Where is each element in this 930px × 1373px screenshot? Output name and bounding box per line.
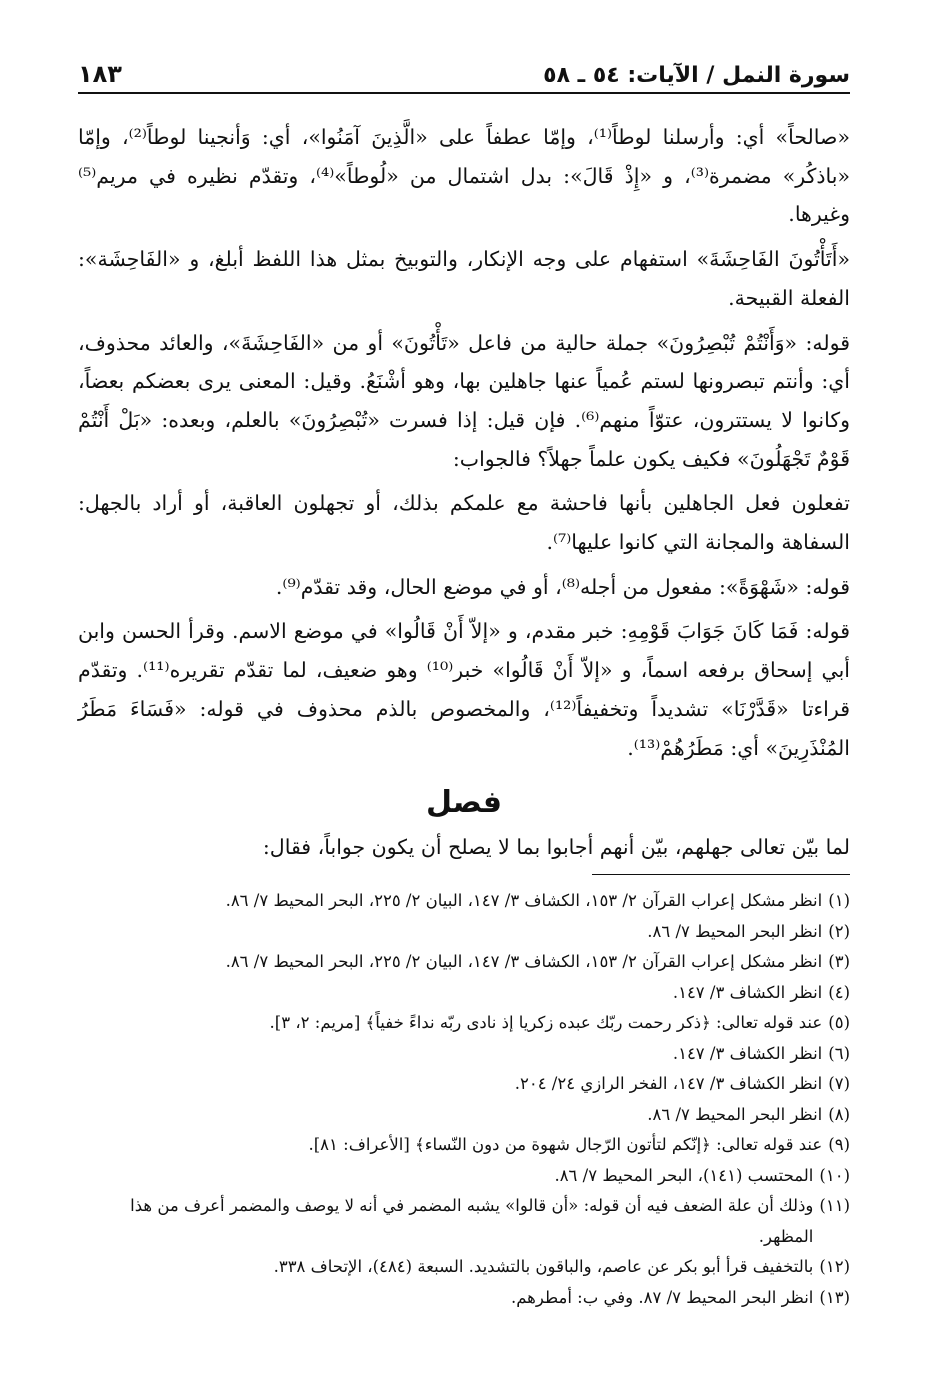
footnote-divider — [592, 874, 850, 875]
main-text — [78, 118, 850, 873]
footnote-text: انظر الكشاف ٣/ ١٤٧. — [672, 982, 823, 1002]
paragraph: قوله: «وَأَنْتُمْ تُبْصِرُونَ» جملة حالية من فاعل «تَأْتُونَ» أو من «الفَاحِشَةَ»، والعائد محذوف، أي: وأنتم تبصرونها لستم عُمياً عنها جاهلين بها، وهو أشْنَعُ. وقيل: المعنى يرى بعضكم بعضاً، وكانوا لا يستترون، عتوّاً منهم⁽⁶⁾. فإن قيل: إذا فسرت «تُبْصِرُونَ» بالعلم، وبعده: «بَلْ أَنْتُمْ قَوْمٌ تَجْهَلُونَ» فكيف يكون علماً جهلاً؟ فالجواب: — [78, 330, 850, 471]
footnote — [78, 917, 850, 948]
footnote-text: عند قوله تعالى: ﴿ذكر رحمت ربّك عبده زكريا إذ نادى ربّه نداءً خفياً﴾ [مريم: ٢، ٣]. — [269, 1013, 823, 1032]
footnote — [78, 1100, 850, 1131]
footnote-text: انظر الكشاف ٣/ ١٤٧، الفخر الرازي ٢٤/ ٢٠٤. — [514, 1074, 823, 1093]
footnote-text: وذلك أن علة الضعف فيه أن قوله: «أن قالوا» يشبه المضمر في أنه لا يوصف والمضمر أعرف من هذا المظهر. — [130, 1196, 814, 1246]
footnote-text: انظر مشكل إعراب القرآن ٢/ ١٥٣، الكشاف ٣/ ١٤٧، البيان ٢/ ٢٢٥، البحر المحيط ٧/ ٨٦. — [225, 952, 823, 971]
footnote — [78, 1252, 850, 1283]
footnote — [78, 978, 850, 1009]
running-title: سورة النمل / الآيات: ٥٤ ـ ٥٨ — [543, 63, 850, 88]
footnote-number: (٥) — [828, 1013, 850, 1032]
footnote — [78, 886, 850, 917]
footnote — [78, 1130, 850, 1161]
footnote-text: بالتخفيف قرأ أبو بكر عن عاصم، والباقون بالتشديد. السبعة (٤٨٤)، الإتحاف ٣٣٨. — [273, 1257, 814, 1276]
footnote-text: انظر البحر المحيط ٧/ ٨٦. — [647, 921, 823, 941]
footnote-number: (١٢) — [819, 1257, 850, 1276]
footnote-number: (١) — [828, 891, 850, 910]
footnote-text: عند قوله تعالى: ﴿إنّكم لتأتون الرّجال شهوة من دون النّساء﴾ [الأعراف: ٨١]. — [308, 1135, 823, 1154]
footnote-text: انظر مشكل إعراب القرآن ٢/ ١٥٣، الكشاف ٣/ ١٤٧، البيان ٢/ ٢٢٥، البحر المحيط ٧/ ٨٦. — [225, 891, 823, 910]
footnote-text: انظر البحر المحيط ٧/ ٨٦. — [647, 1104, 823, 1124]
footnote-number: (١٣) — [819, 1287, 850, 1307]
paragraph: «أَتَأْتُونَ الفَاحِشَةَ» استفهام على وجه الإنكار، والتوبيخ بمثل هذا اللفظ أبلغ، و «الفَاحِشَة»: الفعلة القبيحة. — [78, 247, 850, 310]
paragraph: قوله: فَمَا كَانَ جَوَابَ قَوْمِهِ: خبر مقدم، و «إلاّ أَنْ قَالُوا» في موضع الاسم. وقرأ الحسن وابن أبي إسحاق برفعه اسماً، و «إلاّ أَنْ قَالُوا» خبر⁽¹⁰⁾ وهو ضعيف، لما تقدّم تقريره⁽¹¹⁾. وتقدّم قراءتا «قَدَّرْنَا» تشديداً وتخفيفاً⁽¹²⁾، والمخصوص بالذم محذوف في قوله: «فَسَاءَ مَطَرُ المُنْذَرِينَ» أي: مَطَرُهُمْ⁽¹³⁾. — [78, 619, 851, 760]
footnote — [78, 947, 850, 978]
footnote-number: (٧) — [828, 1074, 850, 1093]
page-number: ١٨٣ — [78, 60, 122, 88]
footnote — [78, 1191, 850, 1252]
footnote — [78, 1039, 850, 1070]
footnote-text: انظر البحر المحيط ٧/ ٨٧. وفي ب: أمطرهم. — [510, 1287, 814, 1307]
page-header — [78, 50, 850, 94]
paragraph: «صالحاً» أي: وأرسلنا لوطاً⁽¹⁾، وإمّا عطفاً على «الَّذِينَ آمَنُوا»، أي: وَأنجينا لوطاً⁽²⁾، وإمّا «باذكُر» مضمرة⁽³⁾، و «إِذْ قَالَ»: بدل اشتمال من «لُوطاً»⁽⁴⁾، وتقدّم نظيره في مريم⁽⁵⁾ وغيرها. — [78, 125, 850, 227]
footnote-number: (٣) — [828, 952, 850, 971]
footnote-number: (٨) — [828, 1104, 850, 1124]
footnote — [78, 1069, 850, 1100]
footnote-number: (٩) — [828, 1135, 850, 1154]
footnote-number: (١١) — [819, 1196, 850, 1215]
footnote — [78, 1008, 850, 1039]
footnote-text: انظر الكشاف ٣/ ١٤٧. — [672, 1043, 823, 1063]
section-paragraph: لما بيّن تعالى جهلهم، بيّن أنهم أجابوا بما لا يصلح أن يكون جواباً، فقال: — [262, 835, 850, 860]
footnotes — [78, 886, 850, 1313]
footnote-text: المحتسب (١٤١)، البحر المحيط ٧/ ٨٦. — [554, 1165, 814, 1185]
section-heading: فصل — [426, 785, 502, 821]
footnote — [78, 1283, 850, 1314]
footnote-number: (٤) — [828, 982, 850, 1002]
footnote-number: (٢) — [828, 921, 850, 941]
footnote-number: (١٠) — [819, 1165, 850, 1185]
paragraph: قوله: «شَهْوَةً»: مفعول من أجله⁽⁸⁾، أو في موضع الحال، وقد تقدّم⁽⁹⁾. — [275, 574, 850, 599]
paragraph: تفعلون فعل الجاهلين بأنها فاحشة مع علمكم بذلك، أو تجهلون العاقبة، أو أراد بالجهل: السفاهة والمجانة التي كانوا عليها⁽⁷⁾. — [78, 491, 850, 555]
footnote-number: (٦) — [828, 1043, 850, 1063]
footnote — [78, 1161, 850, 1192]
